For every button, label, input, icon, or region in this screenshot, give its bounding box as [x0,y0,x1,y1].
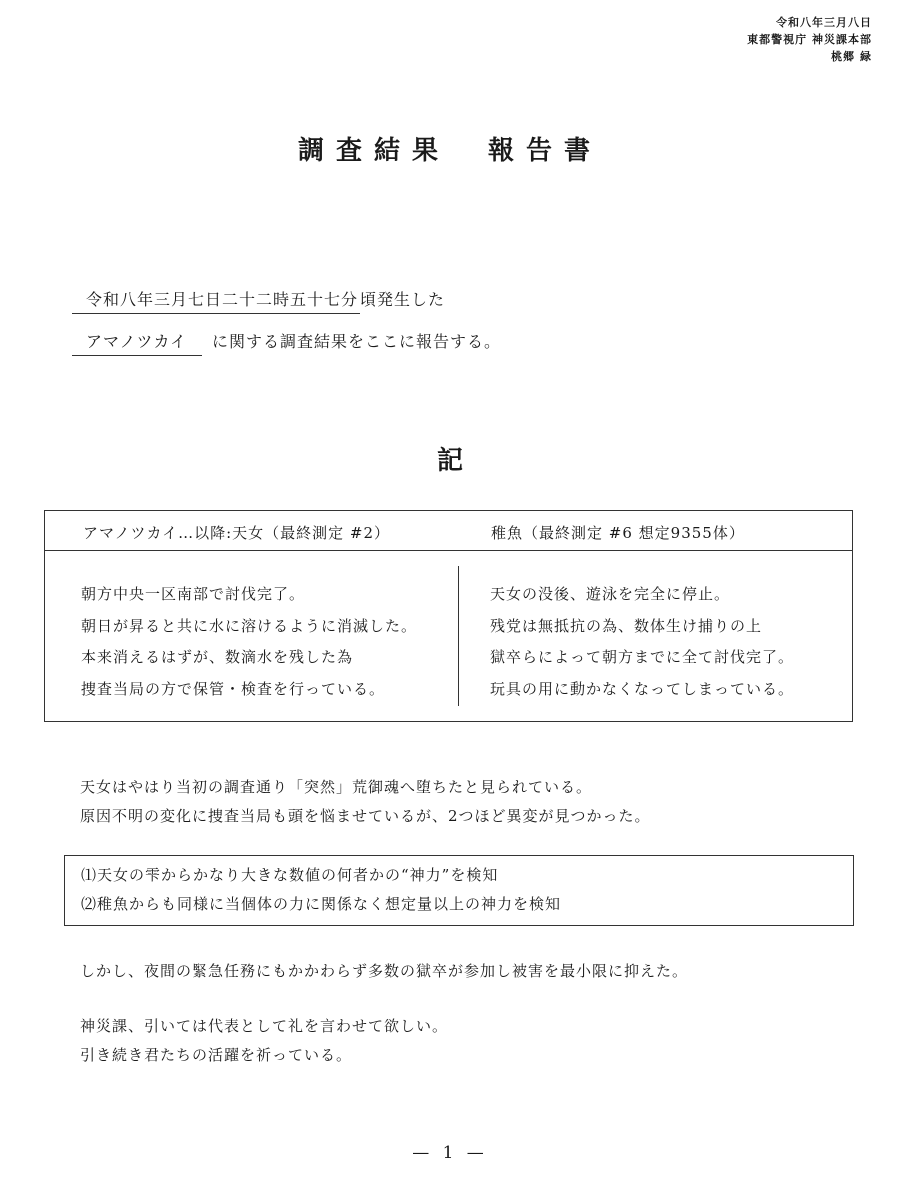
document-title: 調査結果 報告書 [297,136,602,166]
author-name: 桃郷 緑 [831,50,872,63]
incident-datetime: 令和八年三月七日二十二時五十七分 [72,287,360,314]
intro-line-1 [72,287,445,314]
record-table-header [45,511,852,551]
body-paragraph-4 [80,1012,448,1070]
document-header-meta [747,14,872,65]
record-left-column [81,579,417,705]
record-right-line: 玩具の用に動かなくなってしまっている。 [490,679,795,698]
ki-heading: 記 [436,446,463,476]
intro-line-1-rest: 頃発生した [360,290,446,309]
record-right-line: 獄卒らによって朝方までに全て討伐完了。 [490,648,795,666]
intro-line-2-rest: に関する調査結果をここに報告する。 [212,332,502,351]
issuing-department: 東都警視庁 神災課本部 [747,33,872,46]
body-line: 原因不明の変化に捜査当局も頭を悩ませているが、2つほど異変が見つかった。 [80,807,651,825]
body-paragraph-1 [80,773,651,831]
record-right-column [490,579,794,705]
intro-line-2 [72,329,501,356]
record-left-line: 朝方中央一区南部で討伐完了。 [81,585,306,603]
record-right-line: 天女の没後、遊泳を完全に停止。 [490,585,731,603]
body-paragraph-3: しかし、夜間の緊急任務にもかかわらず多数の獄卒が参加し被害を最小限に抑えた。 [80,962,689,980]
record-left-line: 朝日が昇ると共に水に溶けるように消滅した。 [81,616,418,635]
finding-item: ⑵稚魚からも同様に当個体の力に関係なく想定量以上の神力を検知 [81,895,562,913]
body-line: 天女はやはり当初の調査通り「突然」荒御魂へ堕ちたと見られている。 [80,778,593,796]
record-left-line: 捜査当局の方で保管・検査を行っている。 [81,679,386,698]
incident-subject: アマノツカイ [72,329,202,356]
record-left-line: 本来消えるはずが、数滴水を残した為 [81,648,354,666]
record-left-header: アマノツカイ…以降:天女（最終測定 #2） [83,524,391,542]
finding-item: ⑴天女の雫からかなり大きな数値の何者かの“神力”を検知 [81,866,499,884]
record-table [44,510,853,722]
body-line: 引き続き君たちの活躍を祈っている。 [80,1046,353,1064]
record-right-header: 稚魚（最終測定 #6 想定9355体） [491,524,745,542]
issue-date: 令和八年三月八日 [776,16,872,29]
body-line: 神災課、引いては代表として礼を言わせて欲しい。 [80,1017,449,1035]
record-right-line: 残党は無抵抗の為、数体生け捕りの上 [490,616,763,635]
page-number: — 1 — [412,1143,488,1163]
findings-box [64,855,854,926]
record-column-divider [458,566,459,706]
